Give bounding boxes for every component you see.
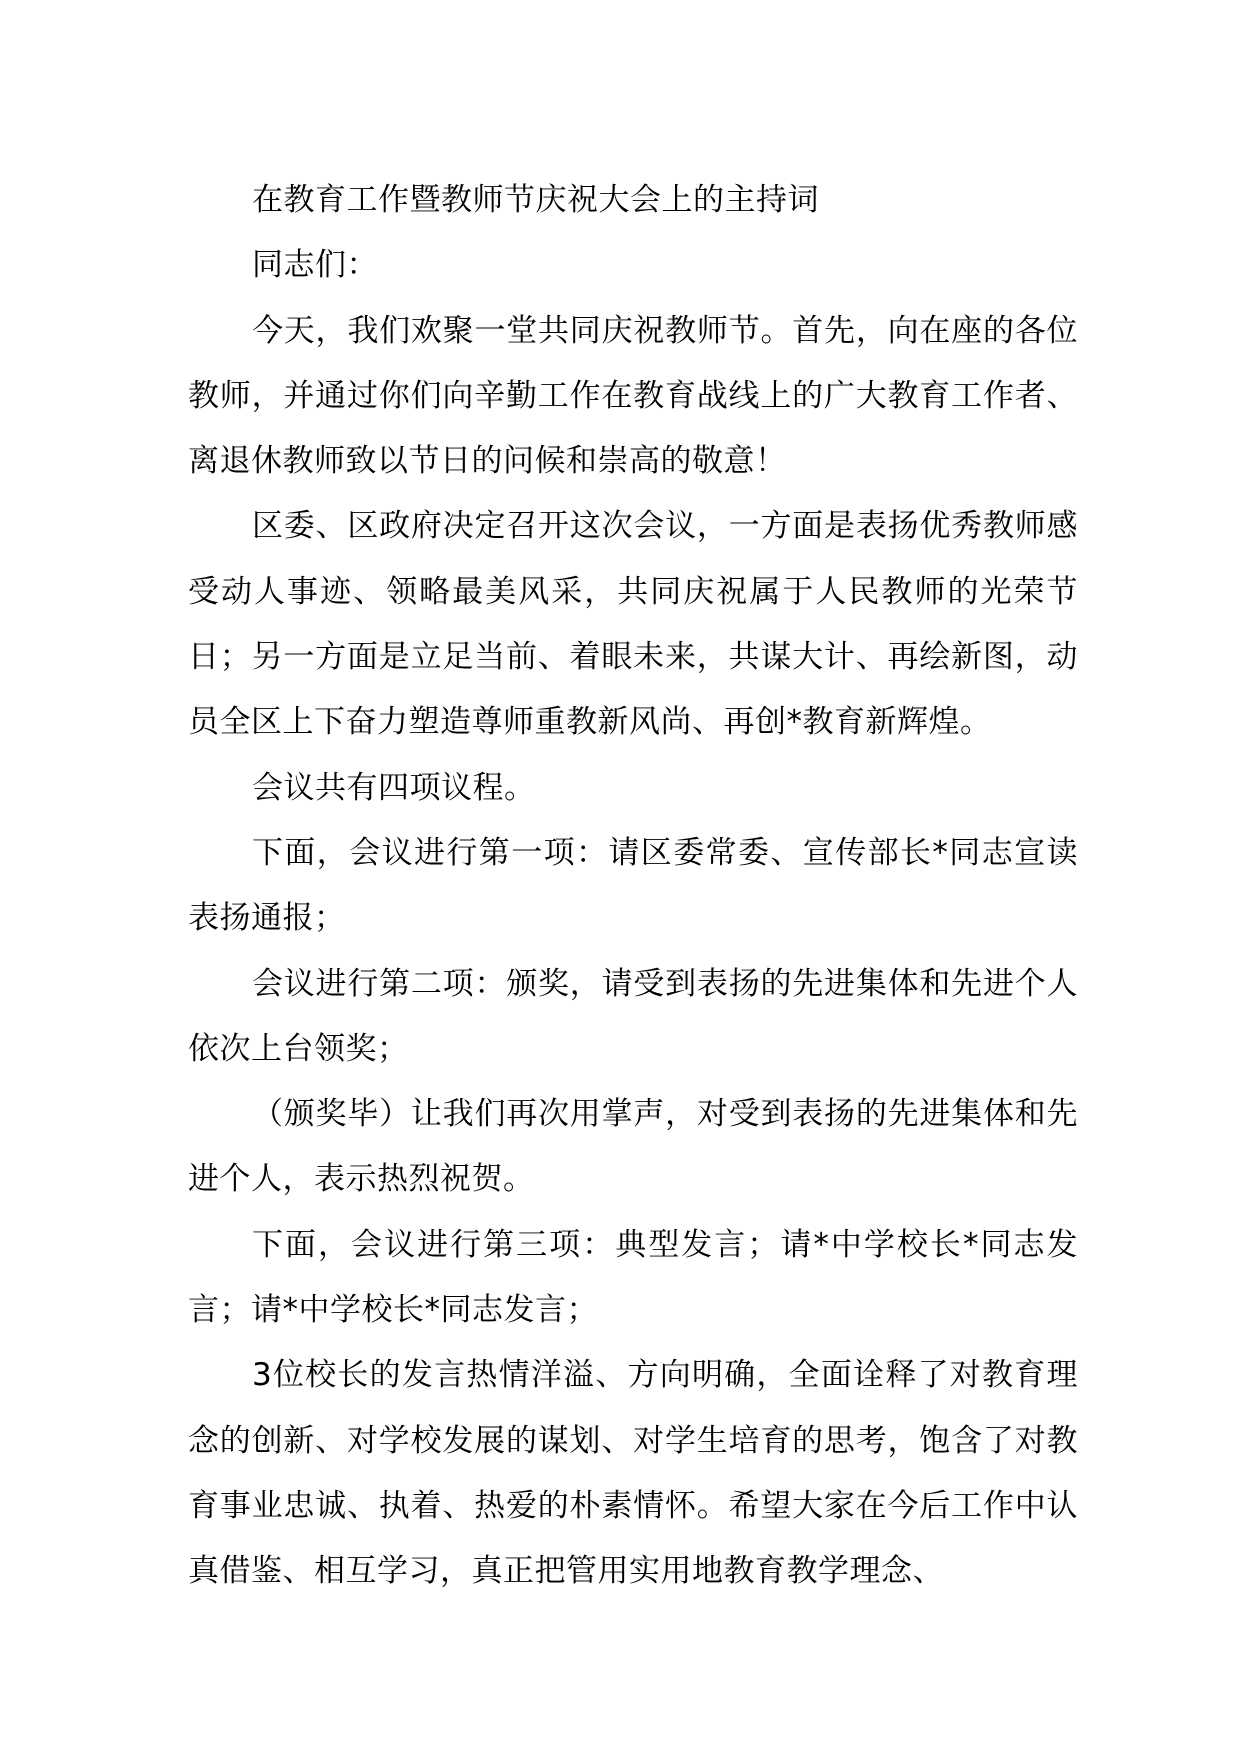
paragraph-speech-summary: 3位校长的发言热情洋溢、方向明确，全面诠释了对教育理念的创新、对学校发展的谋划、对学生培育的思考，饱含了对教育事业忠诚、执着、热爱的朴素情怀。希望大家在今后工作中认真借鉴、相互学习，真正把管用实用地教育教学理念、: [188, 1357, 1078, 1590]
paragraph-agenda-item-3: 下面，会议进行第三项：典型发言；请*中学校长*同志发言；请*中学校长*同志发言；: [188, 1226, 1078, 1329]
paragraph-agenda-item-1: 下面，会议进行第一项：请区委常委、宣传部长*同志宣读表扬通报；: [188, 834, 1078, 937]
paragraph-award-congrats: （颁奖毕）让我们再次用掌声，对受到表扬的先进集体和先进个人，表示热烈祝贺。: [188, 1096, 1078, 1198]
document-title: 在教育工作暨教师节庆祝大会上的主持词: [252, 182, 819, 218]
paragraph-meeting-purpose: 区委、区政府决定召开这次会议，一方面是表扬优秀教师感受动人事迹、领略最美风采，共同庆祝属于人民教师的光荣节日；另一方面是立足当前、着眼未来，共谋大计、再绘新图，动员全区上下奋力塑造尊师重教新风尚、再创*教育新辉煌。: [188, 508, 1078, 741]
paragraph-greeting: 今天，我们欢聚一堂共同庆祝教师节。首先，向在座的各位教师，并通过你们向辛勤工作在教育战线上的广大教育工作者、离退休教师致以节日的问候和崇高的敬意！: [188, 312, 1078, 480]
salutation: 同志们：: [252, 247, 378, 284]
paragraph-agenda-count: 会议共有四项议程。: [252, 769, 536, 806]
document-body: [188, 168, 1078, 1605]
paragraph-agenda-item-2: 会议进行第二项：颁奖，请受到表扬的先进集体和先进个人依次上台领奖；: [188, 965, 1078, 1067]
